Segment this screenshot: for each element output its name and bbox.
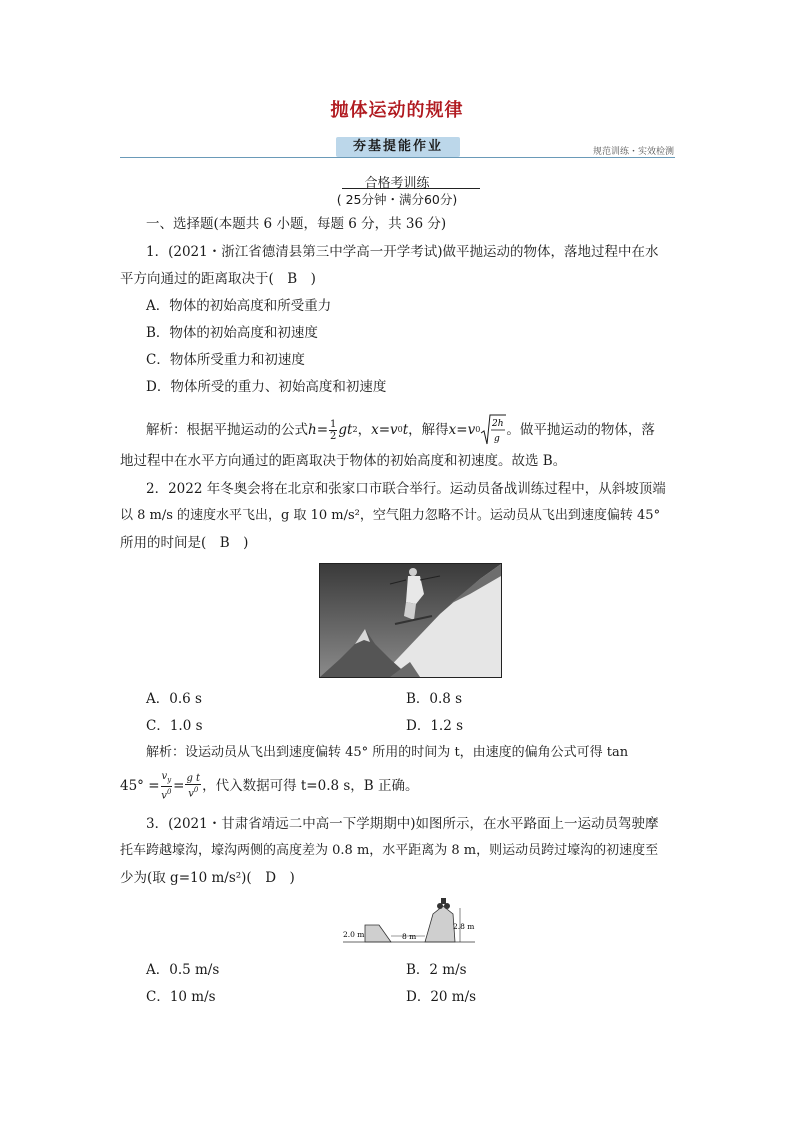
diagram-label-right: 2.8 m: [453, 922, 475, 931]
q1-solution-line1: 解析：根据平抛运动的公式 h = $\frac{1}{2}$ gt 2 ， x = v 0 t ，解得 x = v 0 2h g 。做平抛运动的物体，落: [146, 413, 655, 447]
header-rule: [120, 157, 675, 158]
q1-stem-line1: 1．(2021・浙江省德清县第三中学高一开学考试)做平抛运动的物体，落地过程中在水: [146, 244, 659, 260]
diagram-label-left: 2.0 m: [343, 930, 365, 939]
svg-text:2h: 2h: [492, 419, 504, 429]
fraction-gt-over-v0: $\frac{\text{g t}}{v^0}$: [186, 773, 201, 800]
q2-stem-line3: 所用的时间是( B ): [120, 535, 249, 551]
section-rule: [342, 188, 480, 189]
q3-stem-line1: 3．(2021・甘肃省靖远二中高一下学期期中)如图所示，在水平路面上一运动员驾驶摩: [146, 816, 659, 832]
diagram-label-mid: 8 m: [402, 932, 417, 941]
q2-solution-line1: 解析：设运动员从飞出到速度偏转 45° 所用的时间为 t，由速度的偏角公式可得 tan: [146, 745, 629, 760]
q2-solution-text-a: 45° =: [120, 778, 160, 795]
section-title: 合格考训练: [364, 176, 430, 191]
q2-option-d: D．1.2 s: [406, 718, 464, 734]
q1-solution-text-c: 。做平抛运动的物体，落: [506, 422, 655, 438]
q1-option-d: D．物体所受的重力、初始高度和初速度: [146, 379, 387, 395]
ditch-diagram: [343, 898, 477, 950]
q3-option-d: D．20 m/s: [406, 989, 477, 1005]
q3-stem-line2: 托车跨越壕沟，壕沟两侧的高度差为 0.8 m，水平距离为 8 m，则运动员跨过壕沟的初速度至: [120, 843, 659, 858]
sqrt-2h-over-g: [480, 413, 506, 447]
q1-option-b: B．物体的初始高度和初速度: [146, 325, 318, 341]
page-title: 抛体运动的规律: [330, 100, 464, 121]
q3-option-b: B．2 m/s: [406, 962, 467, 978]
q3-stem-line3: 少为(取 g=10 m/s²)( D ): [120, 870, 295, 886]
banner-subtitle: 规范训练・实效检测: [592, 147, 674, 157]
q3-option-c: C．10 m/s: [146, 989, 216, 1005]
fraction-vy-over-v0: $\frac{v_y}{v^0}$: [161, 771, 172, 802]
svg-text:g: g: [494, 434, 501, 444]
q2-option-a: A．0.6 s: [146, 691, 202, 707]
homework-banner: 夯基提能作业: [336, 137, 460, 157]
section-subtitle: ( 25分钟・满分60分): [336, 192, 458, 207]
q1-option-a: A．物体的初始高度和所受重力: [146, 298, 332, 314]
q1-stem-line2: 平方向通过的距离取决于( B ): [120, 271, 316, 287]
q1-option-c: C．物体所受重力和初速度: [146, 352, 305, 368]
part-heading: 一、选择题(本题共 6 小题，每题 6 分，共 36 分): [146, 216, 447, 232]
q2-solution-text-b: ，代入数据可得 t=0.8 s，B 正确。: [202, 778, 419, 795]
q2-option-c: C．1.0 s: [146, 718, 203, 734]
q2-option-b: B．0.8 s: [406, 691, 463, 707]
q2-stem-line1: 2．2022 年冬奥会将在北京和张家口市联合举行。运动员备战训练过程中，从斜坡顶端: [146, 481, 666, 497]
q2-stem-line2: 以 8 m/s 的速度水平飞出，g 取 10 m/s²，空气阻力忽略不计。运动员从飞出到速度偏转 45°: [120, 508, 661, 523]
formula-gt2: gt: [338, 422, 353, 438]
formula-h: h: [308, 422, 317, 438]
q1-solution-text-a: 解析：根据平抛运动的公式: [146, 422, 308, 438]
fraction-half: $\frac{1}{2}$: [330, 418, 337, 442]
q1-solution-line2: 地过程中在水平方向通过的距离取决于物体的初始高度和初速度。故选 B。: [120, 453, 567, 469]
q3-option-a: A．0.5 m/s: [146, 962, 220, 978]
q2-solution-line2: 45° = $\frac{v_y}{v^0}$ = $\frac{\text{g t}}{v^0}$ ，代入数据可得 t=0.8 s，B 正确。: [120, 771, 419, 802]
q1-solution-text-b: ，解得: [408, 422, 449, 438]
skier-photo: [319, 563, 502, 678]
